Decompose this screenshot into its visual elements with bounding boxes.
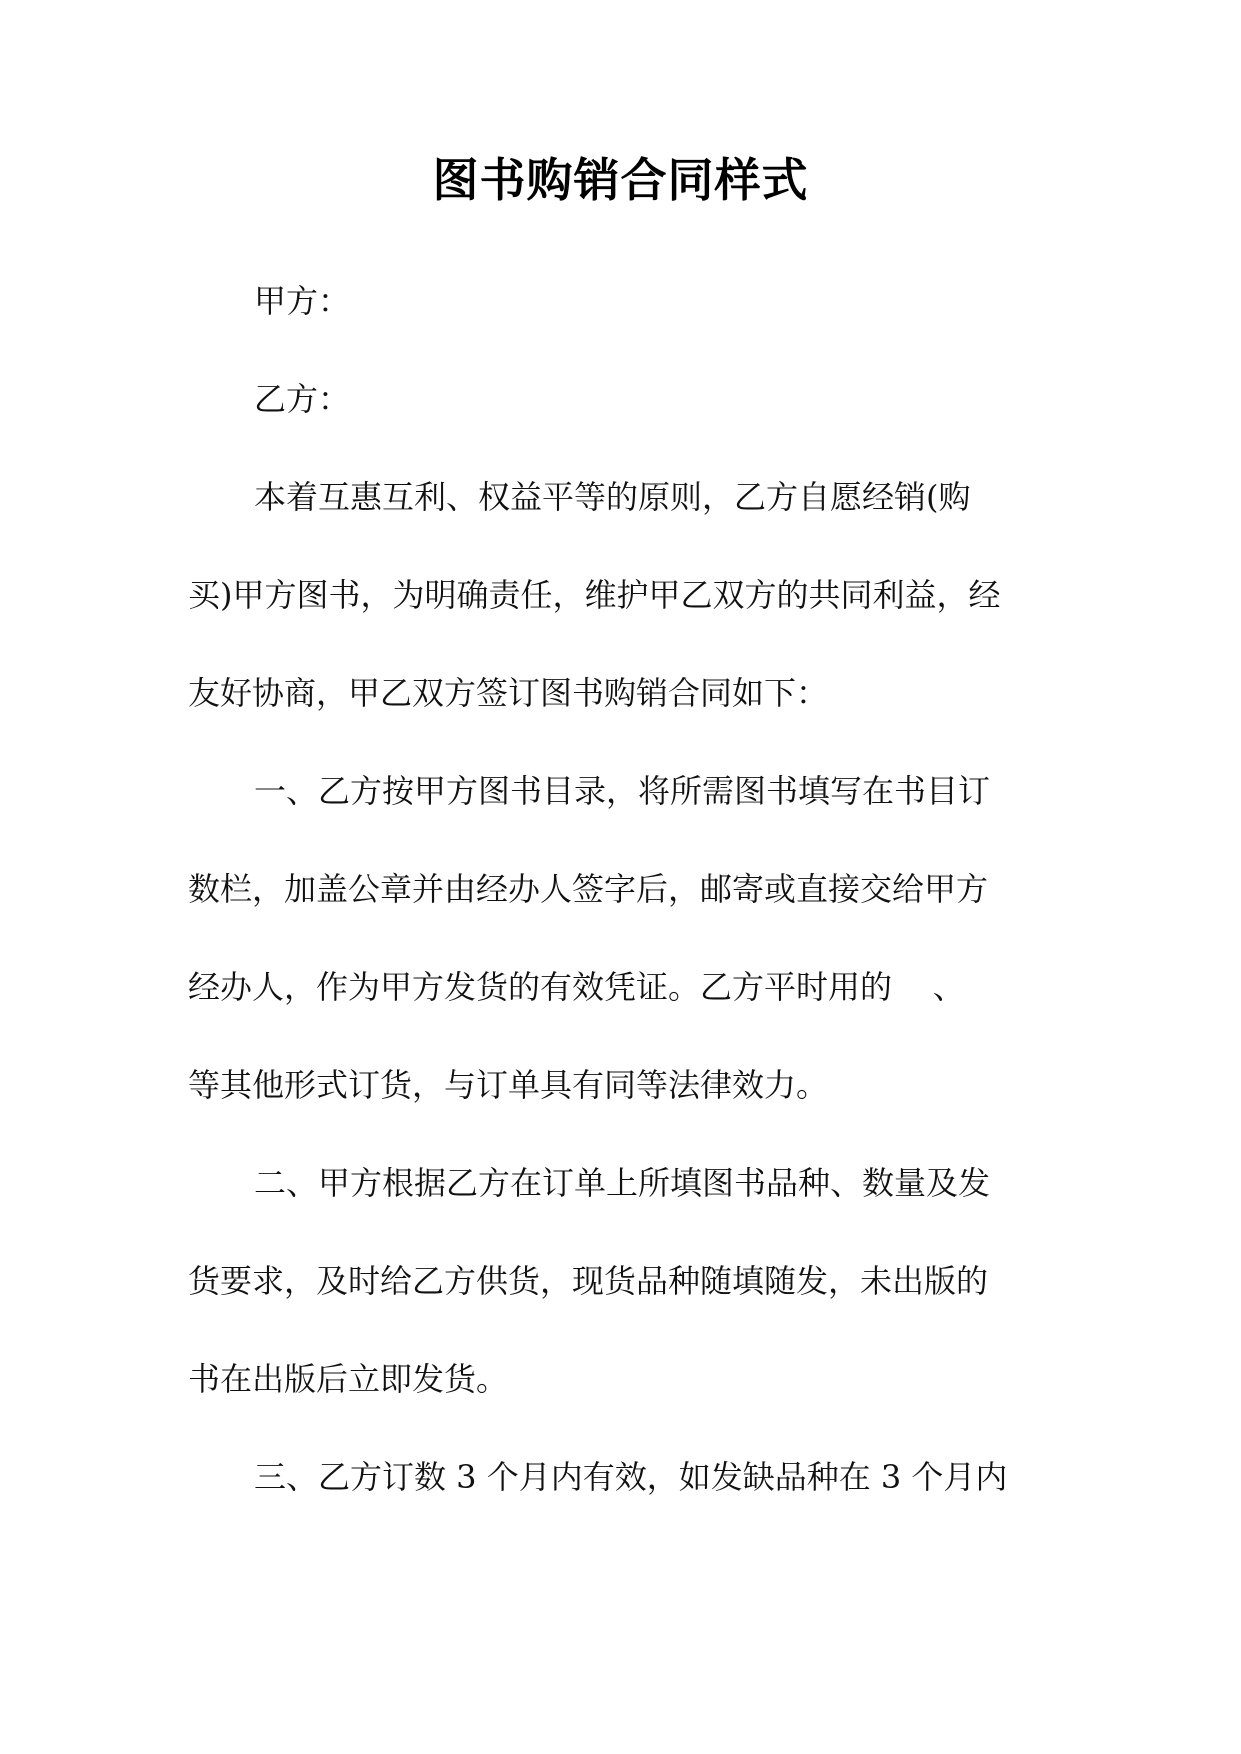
preamble-line: 友好协商，甲乙双方签订图书购销合同如下： — [188, 674, 829, 712]
party-a-line: 甲方： — [254, 282, 351, 320]
preamble-line: 本着互惠互利、权益平等的原则，乙方自愿经销(购 — [254, 478, 971, 516]
clause-2-line: 二、甲方根据乙方在订单上所填图书品种、数量及发 — [254, 1164, 991, 1202]
document-title: 图书购销合同样式 — [432, 153, 809, 207]
preamble-line: 买)甲方图书，为明确责任，维护甲乙双方的共同利益，经 — [188, 576, 1001, 614]
clause-1-line: 一、乙方按甲方图书目录，将所需图书填写在书目订 — [254, 772, 991, 810]
clause-2-line: 书在出版后立即发货。 — [188, 1360, 509, 1398]
clause-2-line: 货要求，及时给乙方供货，现货品种随填随发，未出版的 — [188, 1262, 989, 1300]
clause-1-line: 经办人，作为甲方发货的有效凭证。乙方平时用的 、 — [188, 968, 965, 1006]
clause-3-line: 三、乙方订数 3 个月内有效，如发缺品种在 3 个月内 — [254, 1458, 1008, 1496]
party-b-line: 乙方： — [254, 380, 351, 418]
clause-1-line: 等其他形式订货，与订单具有同等法律效力。 — [188, 1066, 829, 1104]
clause-1-line: 数栏，加盖公章并由经办人签字后，邮寄或直接交给甲方 — [188, 870, 989, 908]
document-body — [188, 252, 1053, 1526]
